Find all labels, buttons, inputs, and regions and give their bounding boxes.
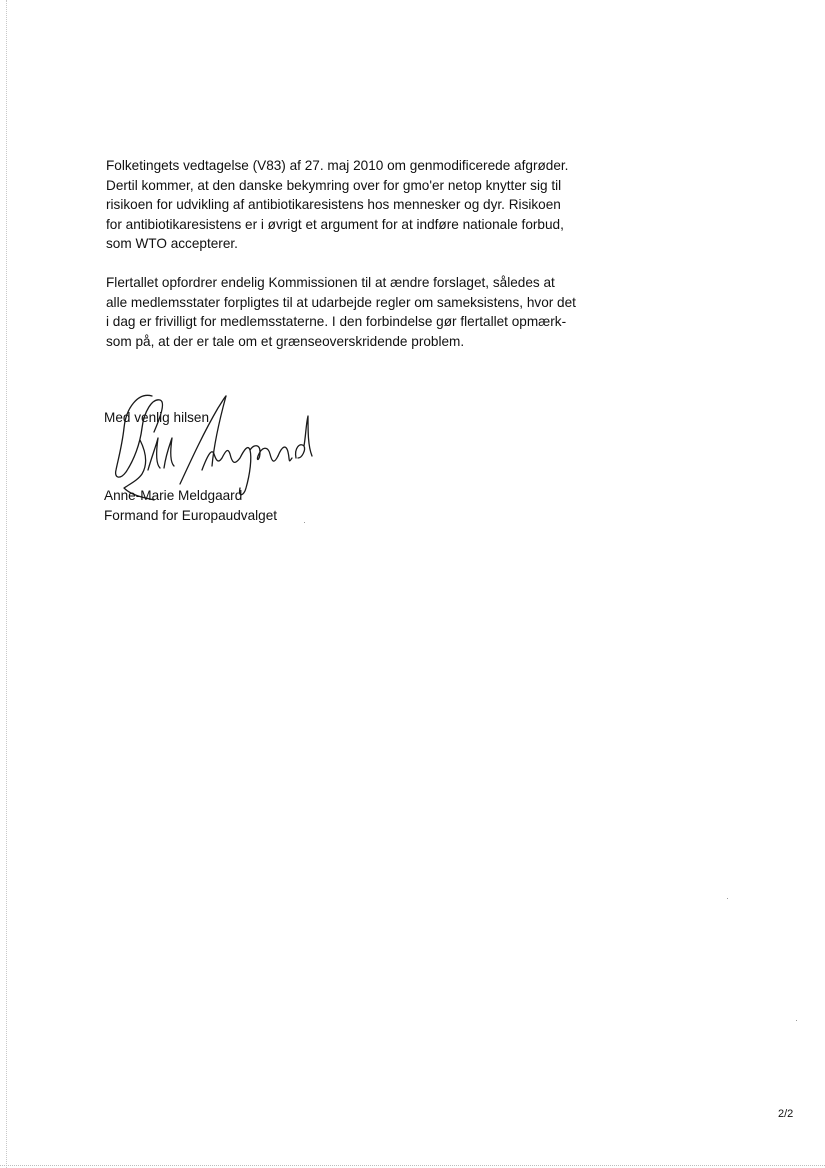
scan-speck xyxy=(796,1020,797,1021)
signer-title: Formand for Europaudvalget xyxy=(104,508,278,523)
signer-name: Anne-Marie Meldgaard xyxy=(104,488,243,503)
scan-speck xyxy=(727,898,728,899)
closing-phrase: Med venlig hilsen xyxy=(104,410,210,425)
scan-speck xyxy=(304,522,305,523)
paragraph-2: Flertallet opfordrer endelig Kommissionen til at ændre forslaget, således at alle medlemsstater forpligtes til at udarbejde regler om sameksistens, hvor det i dag er frivilligt for medlemsstaterne. I den forbindelse gør flertallet opmærk- som på, at der er tale om et grænseoverskridende problem. xyxy=(106,275,576,349)
letter-body xyxy=(106,156,596,351)
scan-edge-bottom xyxy=(0,1165,825,1166)
paragraph-1: Folketingets vedtagelse (V83) af 27. maj 2010 om genmodificerede afgrøder. Dertil kommer, at den danske bekymring over for gmo'er netop knytter sig til risikoen for udvikling af antibiotikaresistens hos mennesker og dyr. Risikoen for antibiotikaresistens er i øvrigt et argument for at indføre nationale forbud, som WTO accepterer. xyxy=(106,158,569,251)
scan-edge-left xyxy=(6,0,7,1168)
page-number: 2/2 xyxy=(778,1108,794,1120)
